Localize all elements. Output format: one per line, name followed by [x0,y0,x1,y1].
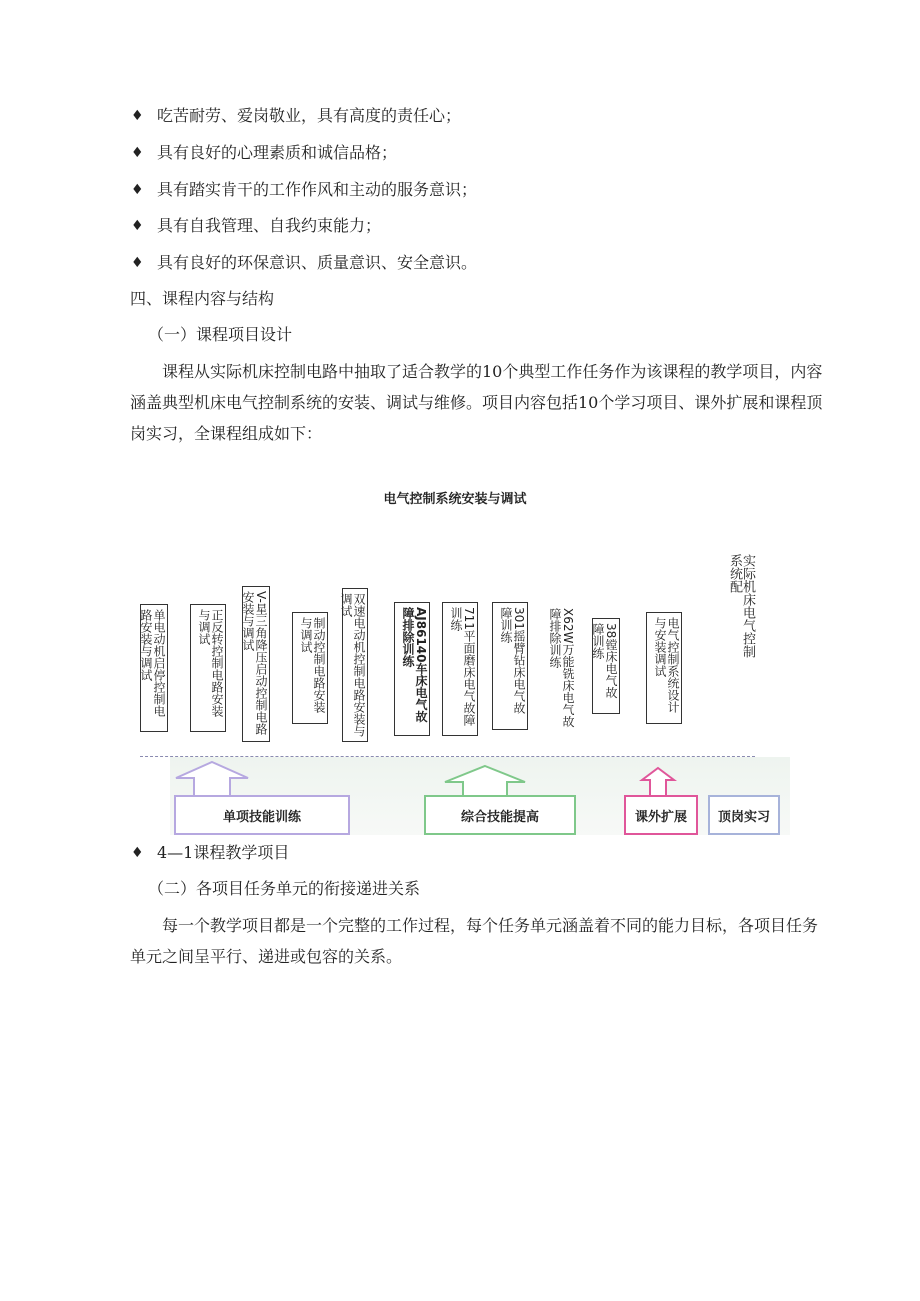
project-box: AJ86140车床电气故障排除训练 [394,602,430,736]
section-heading: 四、课程内容与结构 [130,289,275,308]
paragraph: 每一个教学项目都是一个完整的工作过程，每个任务单元涵盖着不同的能力目标，各项目任务单元之间呈平行、递进或包容的关系。 [130,916,819,966]
project-box: 单电动机启停控制电路安装与调试 [140,604,168,732]
bullet-icon: ♦ [131,145,144,161]
paragraph: 课程从实际机床控制电路中抽取了适合教学的10个典型工作任务作为该课程的教学项目，内容涵盖典型机床电气控制系统的安装、调试与维修。项目内容包括10个学习项目、课外扩展和课程顶岗实习，全课程组成如下： [130,362,823,443]
bullet-text: 具有良好的环保意识、质量意识、安全意识。 [157,253,478,272]
bullet-text: 具有踏实肯干的工作作风和主动的服务意识； [157,180,478,199]
category-comprehensive-skill: 综合技能提高 [424,795,576,835]
project-box: 电气控制系统设计与安装调试 [646,612,682,724]
bullet-text: 具有自我管理、自我约束能力； [157,216,382,235]
category-extension: 课外扩展 [624,795,698,835]
category-single-skill: 单项技能训练 [174,795,350,835]
project-box: 301摇臂钻床电气故障训练 [492,602,528,730]
project-box: X62W万能铣床电气故障排除训练 [540,604,576,736]
bullet-text: 具有良好的心理素质和诚信品格； [157,143,398,162]
bullet-icon: ♦ [131,182,144,198]
project-box: V-星三角降压启动控制电路安装与调试 [242,586,270,742]
course-structure-diagram [130,478,780,843]
project-box: 711平面磨床电气故障训练 [442,602,478,736]
project-box: 制动控制电路安装与调试 [292,612,328,724]
arrow-up-icon [176,762,248,796]
arrow-up-icon [642,768,674,796]
bullet-icon: ♦ [131,255,144,271]
subsection-heading: （一）课程项目设计 [148,325,293,344]
bullet-icon: ♦ [131,845,144,861]
subsection-heading: （二）各项目任务单元的衔接递进关系 [148,879,421,898]
arrow-group [130,478,780,843]
project-box: 38镗床电气故障训练 [592,618,620,714]
project-box: 双速电动机控制电路安装与调试 [342,588,368,742]
bullet-icon: ♦ [131,218,144,234]
project-box: 正反转控制电路安装与调试 [190,604,226,732]
project-box: 实际机床电气控制系统配 [728,550,756,672]
category-internship: 顶岗实习 [708,795,780,835]
diagram-title: 电气控制系统安装与调试 [383,492,527,507]
figure-caption: 4—1课程教学项目 [157,843,290,862]
arrow-up-icon [445,766,525,796]
bullet-icon: ♦ [131,108,144,124]
bullet-text: 吃苦耐劳、爱岗敬业，具有高度的责任心； [157,106,462,125]
